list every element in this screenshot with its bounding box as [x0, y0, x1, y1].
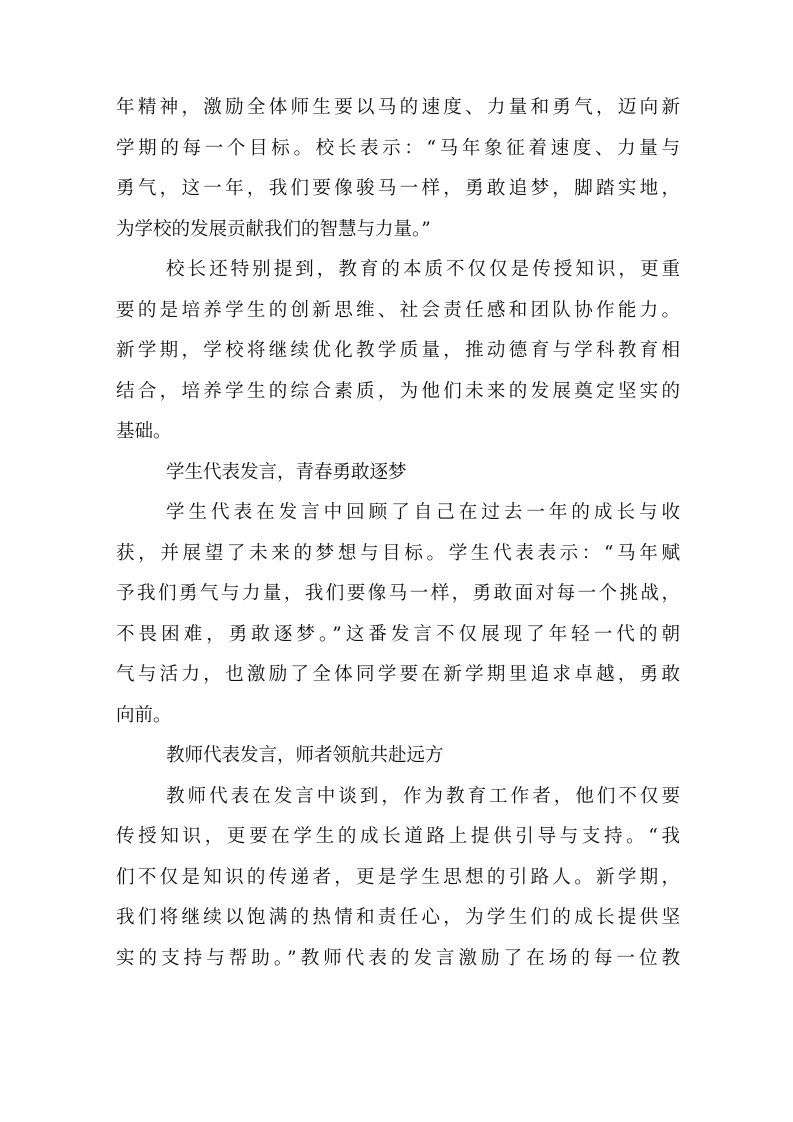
- text-line: 学生代表在发言中回顾了自己在过去一年的成长与收: [166, 502, 680, 523]
- text-line: 获，并展望了未来的梦想与目标。学生代表表示：“马年赋: [116, 542, 680, 564]
- text-line: 向前。: [116, 704, 172, 726]
- text-line: 们不仅是知识的传递者，更是学生思想的引路人。新学期，: [116, 866, 680, 888]
- text-line: 校长还特别提到，教育的本质不仅仅是传授知识，更重: [166, 259, 680, 280]
- text-line: 予我们勇气与力量，我们要像马一样，勇敢面对每一个挑战，: [116, 583, 680, 604]
- text-line: 要的是培养学生的创新思维、社会责任感和团队协作能力。: [116, 299, 680, 321]
- text-line: 结合，培养学生的综合素质，为他们未来的发展奠定坚实的: [116, 380, 680, 402]
- text-line: 年精神，激励全体师生要以马的速度、力量和勇气，迈向新: [116, 97, 680, 118]
- text-line: 新学期，学校将继续优化教学质量，推动德育与学科教育相: [116, 340, 680, 361]
- section-heading: 教师代表发言，师者领航共赴远方: [166, 745, 444, 766]
- text-line: 我们将继续以饱满的热情和责任心，为学生们的成长提供坚: [116, 907, 680, 928]
- section-heading: 学生代表发言，青春勇敢逐梦: [166, 461, 407, 483]
- document-page: [116, 88, 680, 979]
- text-line: 基础。: [116, 421, 172, 442]
- text-line: 学期的每一个目标。校长表示：“马年象征着速度、力量与: [116, 137, 680, 159]
- text-line: 实的支持与帮助。”教师代表的发言激励了在场的每一位教: [116, 947, 680, 969]
- text-line: 教师代表在发言中谈到，作为教育工作者，他们不仅要: [166, 785, 680, 807]
- text-line: 勇气，这一年，我们要像骏马一样，勇敢追梦，脚踏实地，: [116, 178, 680, 199]
- text-line: 气与活力，也激励了全体同学要在新学期里追求卓越，勇敢: [116, 664, 680, 685]
- text-line: 为学校的发展贡献我们的智慧与力量。”: [116, 218, 431, 240]
- text-line: 传授知识，更要在学生的成长道路上提供引导与支持。“我: [116, 826, 680, 847]
- text-line: 不畏困难，勇敢逐梦。”这番发言不仅展现了年轻一代的朝: [116, 623, 680, 645]
